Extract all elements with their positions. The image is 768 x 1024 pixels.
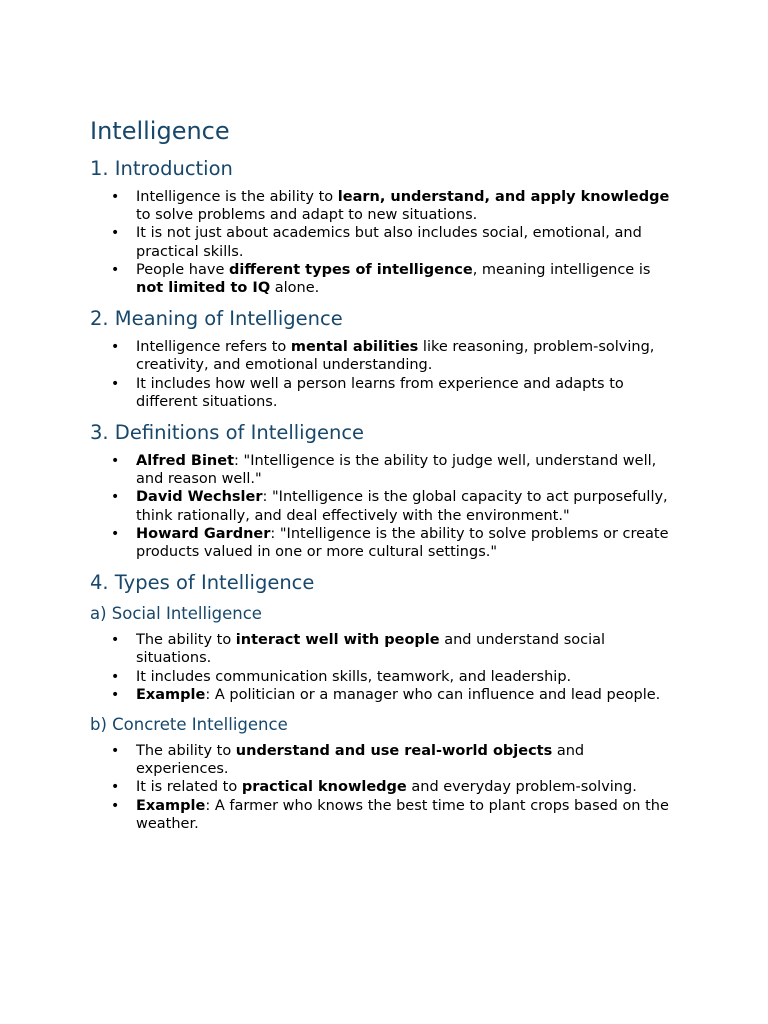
bold-text: practical knowledge [241, 779, 407, 796]
bold-text: mental abilities [290, 339, 419, 356]
list-item: • Alfred Binet: "Intelligence is the ability to judge well, understand well, and reason well." [111, 453, 657, 488]
bullet-list [90, 742, 680, 833]
section-heading: 4. Types of Intelligence [90, 571, 315, 595]
list-item: • Howard Gardner: "Intelligence is the ability to solve problems or create products valued in one or more cultural settings." [111, 525, 669, 561]
list-item: • It is not just about academics but also includes social, emotional, and practical skills. [111, 225, 642, 260]
bold-text: interact well with people [235, 632, 440, 649]
bullet-list [90, 188, 680, 297]
bullet-icon: • [111, 453, 120, 470]
bullet-icon: • [111, 375, 120, 392]
list-item: • People have different types of intelligence, meaning intelligence is not limited to IQ alone. [111, 261, 651, 297]
bold-text: Howard Gardner [136, 525, 271, 542]
document-title: Intelligence [90, 117, 230, 145]
list-item: • David Wechsler: "Intelligence is the global capacity to act purposefully, think rationally, and deal effectively with the environment." [111, 489, 668, 524]
list-item: • Intelligence is the ability to learn, understand, and apply knowledge to solve problems and adapt to new situations. [111, 189, 670, 224]
list-item: • It includes how well a person learns from experience and adapts to different situations. [111, 375, 624, 410]
bullet-icon: • [111, 632, 120, 649]
bullet-icon: • [111, 261, 120, 278]
list-item: • It includes communication skills, teamwork, and leadership. [111, 668, 572, 685]
bullet-icon: • [111, 797, 120, 814]
list-item: • Example: A farmer who knows the best time to plant crops based on the weather. [111, 797, 669, 832]
bullet-icon: • [111, 779, 120, 796]
bullet-icon: • [111, 686, 120, 703]
list-item: • Intelligence refers to mental abilities like reasoning, problem-solving, creativity, and emotional understanding. [111, 339, 655, 374]
bullet-list [90, 338, 680, 411]
bold-text: not limited to IQ [136, 280, 271, 297]
bullet-icon: • [111, 743, 120, 760]
bullet-icon: • [111, 189, 120, 205]
bullet-icon: • [111, 339, 120, 356]
section-heading: 1. Introduction [90, 157, 233, 180]
section-heading: 2. Meaning of Intelligence [90, 307, 343, 331]
list-item: • The ability to understand and use real-world objects and experiences. [111, 743, 585, 778]
bold-text: different types of intelligence [228, 261, 473, 278]
list-item: • It is related to practical knowledge and everyday problem-solving. [111, 779, 637, 796]
section-heading: 3. Definitions of Intelligence [90, 421, 365, 445]
bold-text: Example [136, 686, 206, 703]
bold-text: learn, understand, and apply knowledge [337, 189, 670, 205]
bullet-icon: • [111, 489, 120, 506]
subsection-heading: a) Social Intelligence [90, 604, 262, 624]
bullet-list [90, 452, 680, 561]
bold-text: Alfred Binet [136, 453, 235, 470]
bullet-list [90, 631, 680, 704]
bold-text: understand and use real-world objects [235, 743, 553, 760]
bullet-icon: • [111, 668, 120, 685]
bold-text: Example [136, 797, 206, 814]
document-body [90, 156, 680, 833]
list-item: • Example: A politician or a manager who can influence and lead people. [111, 686, 661, 703]
bold-text: David Wechsler [136, 489, 263, 506]
list-item: • The ability to interact well with people and understand social situations. [111, 632, 606, 667]
bullet-icon: • [111, 525, 120, 542]
bullet-icon: • [111, 225, 120, 242]
subsection-heading: b) Concrete Intelligence [90, 715, 288, 735]
